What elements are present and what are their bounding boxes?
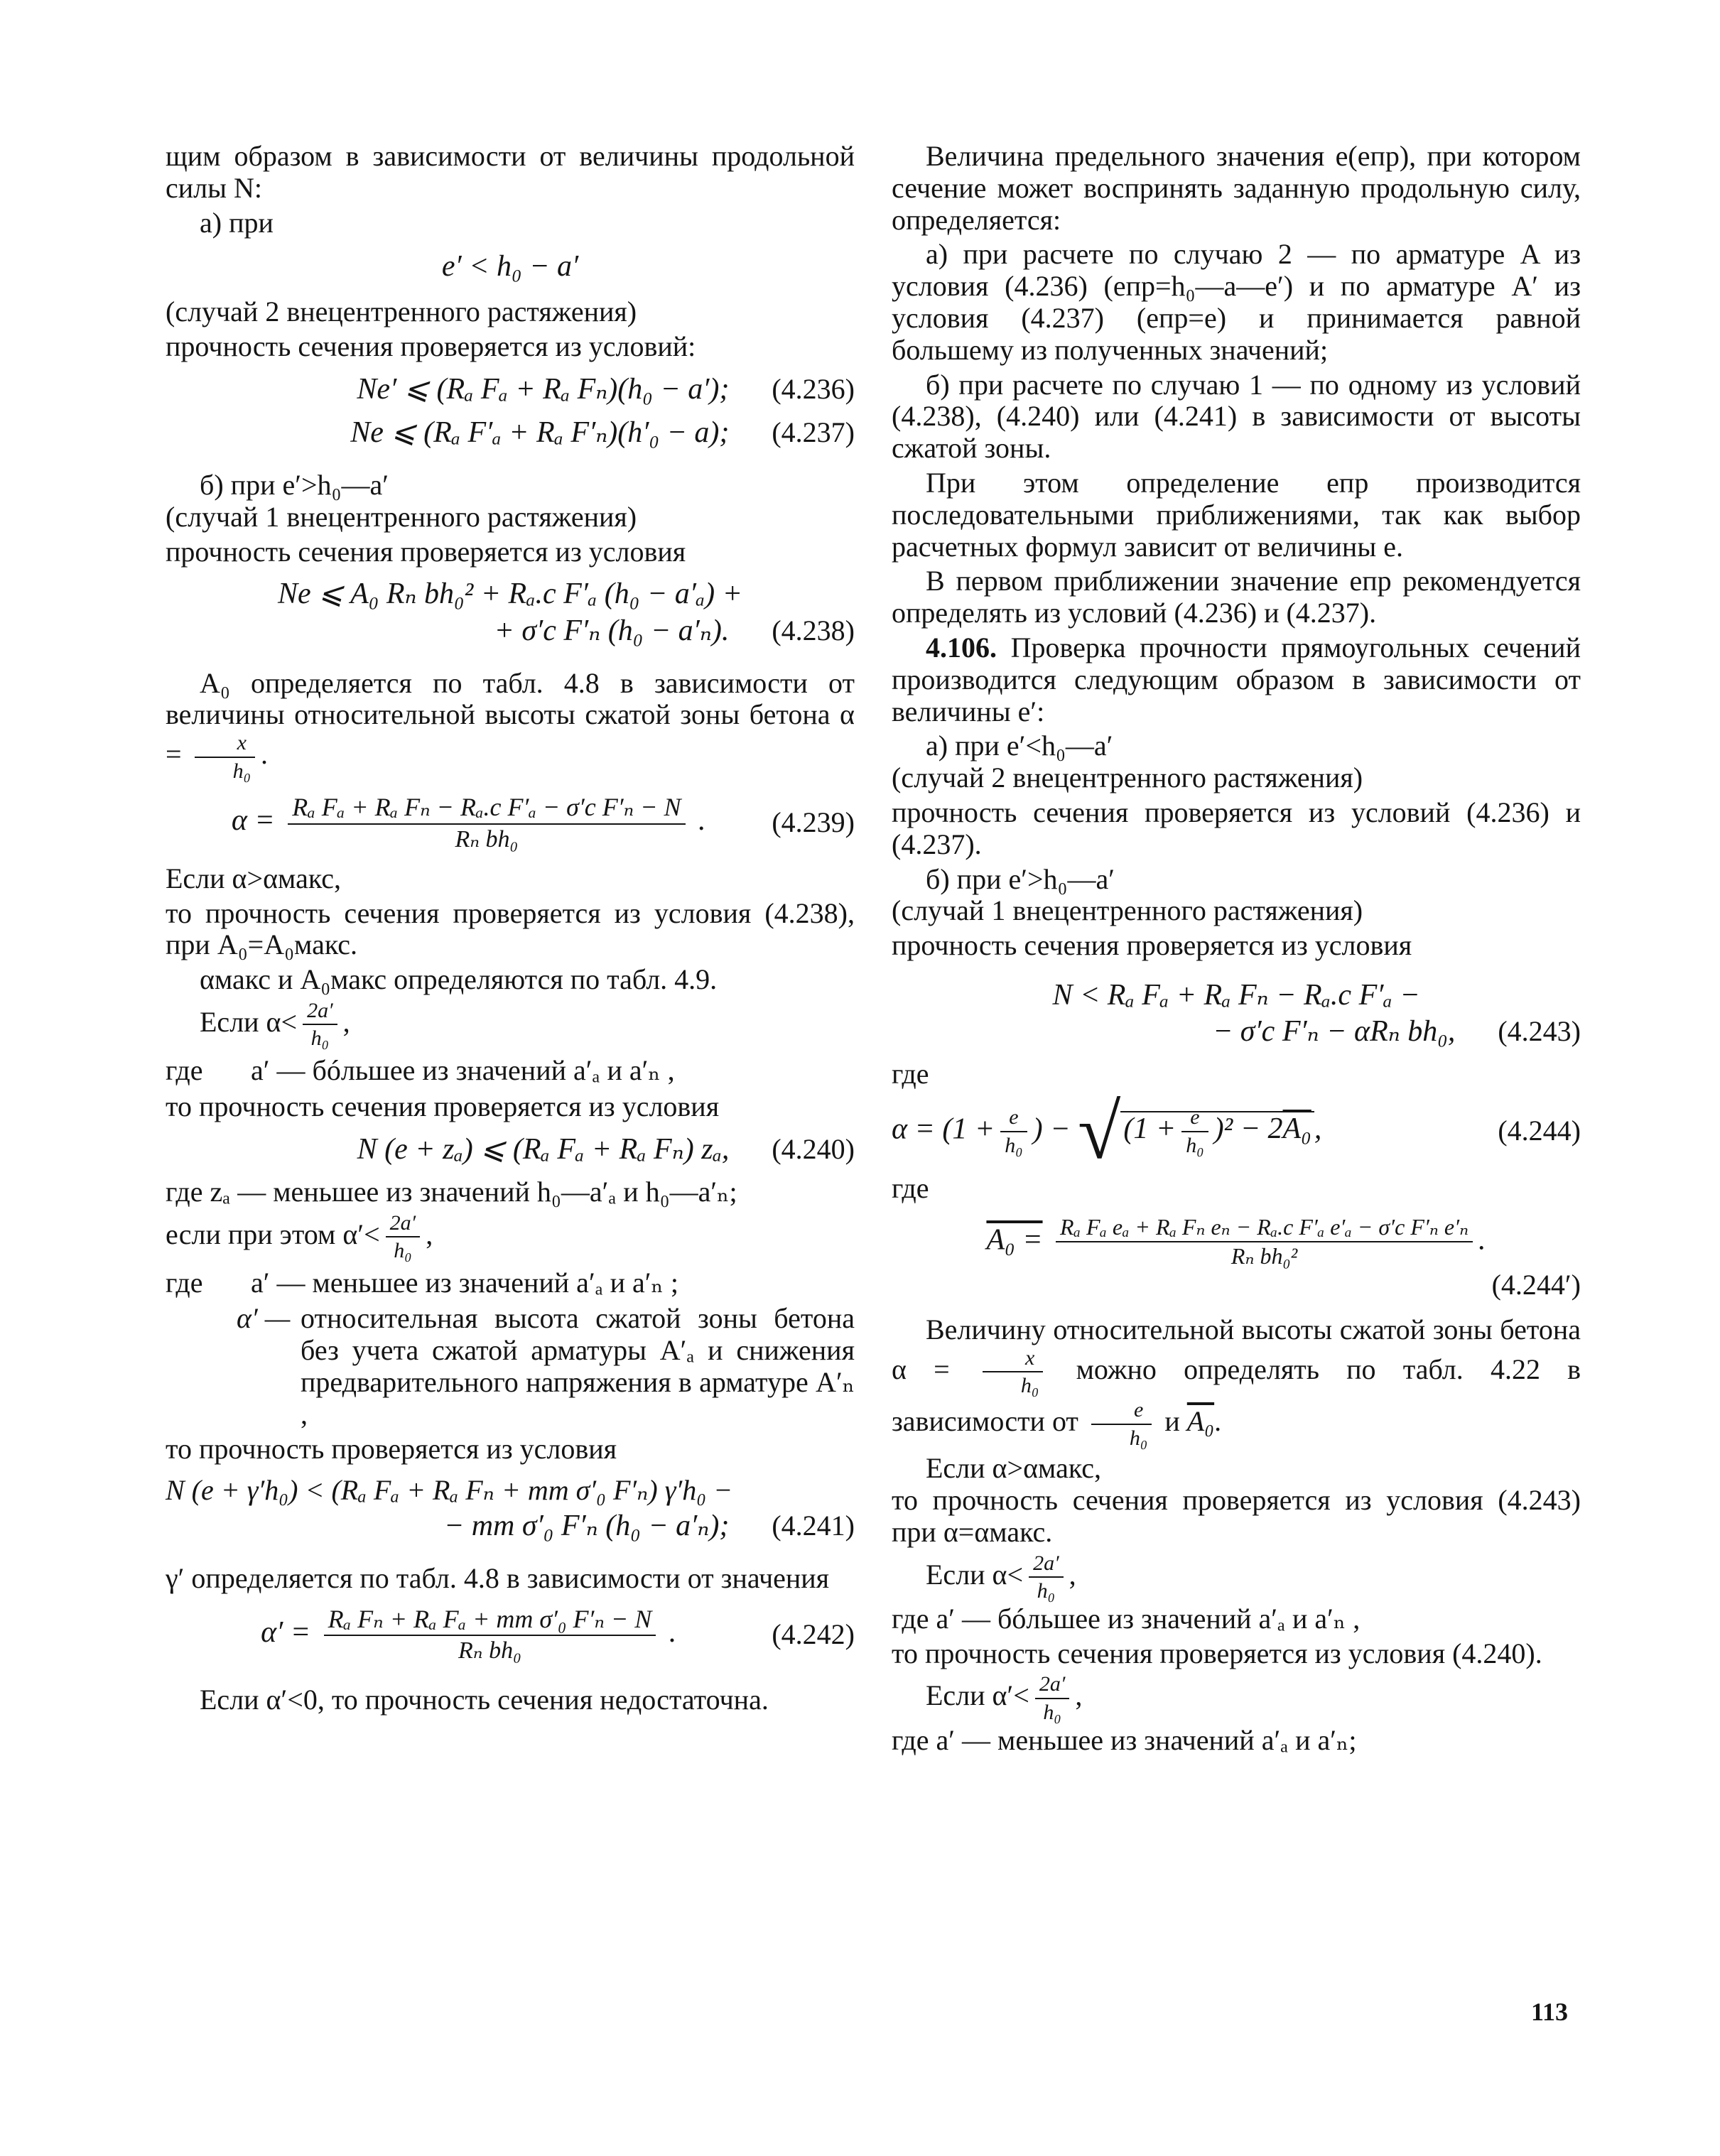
formula-4-241-expr1: N (e + γ′h₀) < (Rₐ Fₐ + Rₐ Fₙ + mт σ′₀ F′ₙ) γ′h₀ − [166, 1474, 733, 1507]
section-4-106-number: 4.106. [926, 631, 997, 663]
gamma-determination: γ′ определяется по табл. 4.8 в зависимости от значения [166, 1562, 830, 1595]
formula-4-238-line2 [166, 614, 855, 648]
formula-4-244p-fraction [1056, 1215, 1473, 1270]
formula-4-239-fraction [288, 793, 685, 852]
formula-4-244p-denominator: Rₙ bh₀² [1230, 1243, 1298, 1269]
section-4-106-text: Проверка прочности прямоугольных сечений производится следующим образом в зависимости от величины e′: [892, 631, 1581, 727]
formula-4-243-expr2: − σ′с F′ₙ − αRₙ bh₀, [1212, 1014, 1456, 1048]
paragraph-approximation: При этом определение eпр производится последовательными приближениями, так как выбор расчетных формул зависит от величины e. [892, 466, 1581, 563]
paragraph-A0: A₀ определяется по табл. 4.8 в зависимости от величины относительной высоты сжатой зоны бетона α = $\frac{x}{\text{h₀}}$ . [166, 666, 855, 783]
right-case1-note: (случай 1 внецентренного растяжения) [892, 894, 1363, 927]
formula-4-239: α = $\frac{\text{Rₐ Fₐ + Rₐ Fₙ − Rₐ.с F′ₐ − σ′с F′ₙ − N}}{\text{Rₙ bh₀}}$ . (4.239) [231, 793, 855, 852]
formula-4-236-expr: Ne′ ⩽ (Rₐ Fₐ + Rₐ Fₙ)(h₀ − a′); [357, 373, 730, 406]
formula-4-238-line1 [166, 578, 855, 611]
case-a-label: а) при [200, 206, 274, 239]
formula-4-238-number: (4.238) [772, 614, 855, 646]
where-a-larger: где a′ — бóльшее из значений a′ₐ и a′ₙ , [166, 1054, 675, 1087]
formula-4-244-number: (4.244) [1498, 1115, 1581, 1147]
section-4-106 [892, 632, 1581, 727]
alpha-max-determination: αмакс и A₀макс определяются по табл. 4.9. [200, 963, 718, 996]
formula-4-244p-number: (4.244′) [1491, 1269, 1581, 1301]
formula-4-242-fraction [324, 1605, 656, 1664]
right-if-alpha-prime-less: Если α′< $\frac{2a'}{\text{h₀}}$ , [926, 1672, 1083, 1724]
if-alpha-less: Если α< $\frac{2a'}{\text{h₀}}$ , [200, 998, 350, 1051]
formula-4-242-lhs: α′ = [261, 1615, 311, 1649]
formula-4-240-expr: N (e + zₐ) ⩽ (Rₐ Fₐ + Rₐ Fₙ) zₐ, [357, 1132, 730, 1166]
formula-4-241-line2 [166, 1510, 855, 1543]
alpha-prime-definition: α′ — относительная высота сжатой зоны бетона без учета сжатой арматуры A′ₐ и снижения предварительного напряжения в арматуре A′ₙ , [237, 1302, 855, 1430]
left-column [166, 141, 855, 1719]
right-check-b: прочность сечения проверяется из условия [892, 929, 1412, 962]
formula-4-238-expr1: Ne ⩽ A₀ Rₙ bh₀² + Rₐ.с F′ₐ (h₀ − a′ₐ) + [278, 578, 742, 611]
right-if-alpha-max: Если α>αмакс, [926, 1452, 1102, 1485]
formula-4-238-expr2: + σ′с F′ₙ (h₀ − a′ₙ). [494, 614, 730, 647]
where-label-1: где [892, 1057, 929, 1090]
where-label-2: где [892, 1171, 929, 1204]
item-b-case1: б) при расчете по случаю 1 — по одному из условий (4.238), (4.240) или (4.241) в зависимости от высоты сжатой зоны. [892, 368, 1581, 465]
paragraph-intro: щим образом в зависимости от величины продольной силы N: [166, 140, 855, 204]
formula-4-241-line1 [166, 1475, 855, 1507]
formula-4-240-number: (4.240) [772, 1132, 855, 1165]
formula-4-244p-lhs: A₀ = [986, 1223, 1043, 1257]
formula-4-243-expr1: N < Rₐ Fₐ + Rₐ Fₙ − Rₐ.с F′ₐ − [1052, 978, 1420, 1012]
formula-4-237 [166, 416, 855, 450]
then-strength: то прочность проверяется из условия [166, 1432, 617, 1465]
formula-4-241-number: (4.241) [772, 1510, 855, 1542]
formula-4-240 [166, 1133, 855, 1166]
formula-4-243-line1 [892, 979, 1581, 1012]
if-alpha-max: Если α>αмакс, [166, 862, 342, 894]
right-case-b-label: б) при e′>h₀—a′ [926, 862, 1115, 895]
item-a-case2: а) при расчете по случаю 2 — по арматуре A из условия (4.236) (eпр=h₀—a—e′) и по арматуре A′ из условия (4.237) (eпр=e) и принимается равной большему из полученных значений; [892, 238, 1581, 366]
right-case-a-label: а) при e′<h₀—a′ [926, 730, 1113, 762]
formula-4-239-number: (4.239) [772, 806, 855, 839]
formula-4-244p-numerator: Rₐ Fₐ eₐ + Rₐ Fₙ eₙ − Rₐ.с F′ₐ e′ₐ − σ′с F′ₙ e′ₙ [1056, 1215, 1473, 1243]
formula-4-236 [166, 373, 855, 406]
fraction-x-h0: $\frac{x}{\text{h₀}}$ [195, 731, 255, 783]
formula-4-242-numerator: Rₐ Fₙ + Rₐ Fₐ + mт σ′₀ F′ₙ − N [324, 1605, 656, 1636]
if-alpha-prime: если при этом α′< $\frac{2a'}{\text{h₀}}$ , [166, 1210, 433, 1263]
right-column [892, 141, 1581, 1759]
right-then-4240: то прочность сечения проверяется из условия (4.240). [892, 1637, 1542, 1669]
paragraph-alpha-table: Величину относительной высоты сжатой зоны бетона α = $\frac{x}{\text{h₀}}$ можно определять по табл. 4.22 в зависимости от $\frac{e}{\text{h₀}}$ и A₀. [892, 1313, 1581, 1450]
formula-4-244-prime: A₀ = $\frac{\text{Rₐ Fₐ eₐ + Rₐ Fₙ eₙ − Rₐ.с F′ₐ e′ₐ − σ′с F′ₙ e′ₙ}}{\text{Rₙ bh₀²}}$ . [986, 1213, 1486, 1269]
right-case2-note: (случай 2 внецентренного растяжения) [892, 762, 1363, 794]
insufficient-strength: Если α′<0, то прочность сечения недостаточна. [200, 1684, 769, 1716]
case1-note: (случай 1 внецентренного растяжения) [166, 500, 637, 533]
page-number: 113 [1531, 1998, 1569, 2026]
fraction-e-h0: $\frac{e}{\text{h₀}}$ [1000, 1105, 1027, 1157]
right-a-larger: где a′ — бóльшее из значений a′ₐ и a′ₙ , [892, 1602, 1361, 1635]
where-a-smaller: где a′ — меньшее из значений a′ₐ и a′ₙ ; [166, 1266, 678, 1299]
case2-note: (случай 2 внецентренного растяжения) [166, 296, 637, 328]
fraction-2a-h0: $\frac{2a'}{\text{h₀}}$ [303, 999, 337, 1051]
right-if-alpha-less: Если α< $\frac{2a'}{\text{h₀}}$ , [926, 1551, 1076, 1603]
formula-4-241-expr2: − mт σ′₀ F′ₙ (h₀ − a′ₙ); [443, 1510, 730, 1543]
formula-4-243-line2 [892, 1015, 1581, 1049]
then-condition-4240: то прочность сечения проверяется из условия [166, 1090, 720, 1122]
paragraph-A0-text: A₀ определяется по табл. 4.8 в зависимости от величины относительной высоты сжатой зоны бетона α = [166, 666, 855, 770]
formula-4-244: α = (1 + $\frac{e}{\text{h₀}}$ ) − √(1 + $\frac{e}{\text{h₀}}$ )² − 2A₀, (4.244) [892, 1088, 1581, 1175]
za-definition: где zₐ — меньшее из значений h₀—a′ₐ и h₀—a′ₙ; [166, 1175, 737, 1208]
formula-4-237-number: (4.237) [772, 416, 855, 449]
formula-4-239-lhs: α = [231, 804, 275, 838]
right-check-a: прочность сечения проверяется из условий (4.236) и (4.237). [892, 796, 1581, 860]
formula-4-239-numerator: Rₐ Fₐ + Rₐ Fₙ − Rₐ.с F′ₐ − σ′с F′ₙ − N [288, 793, 685, 824]
check-condition: прочность сечения проверяется из условия [166, 535, 686, 568]
right-a-smaller: где a′ — меньшее из значений a′ₐ и a′ₙ; [892, 1723, 1357, 1756]
formula-4-242: α′ = $\frac{\text{Rₐ Fₙ + Rₐ Fₐ + mт σ′₀ F′ₙ − N}}{\text{Rₙ bh₀}}$ . (4.242) [261, 1605, 855, 1664]
condition-a: e′ < h₀ − a′ [441, 250, 579, 283]
paragraph-first-approx: В первом приближении значение eпр рекомендуется определять из условий (4.236) и (4.237). [892, 565, 1581, 629]
paragraph-limit-value: Величина предельного значения e(eпр), при котором сечение может воспринять заданную продольную силу, определяется: [892, 140, 1581, 236]
check-conditions: прочность сечения проверяется из условий: [166, 330, 696, 363]
fraction-2a-h0-2: $\frac{2a'}{\text{h₀}}$ [386, 1211, 421, 1263]
case-b-label: б) при e′>h₀—a′ [200, 469, 389, 502]
then-4238: то прочность сечения проверяется из условия (4.238), при A₀=A₀макс. [166, 896, 855, 961]
formula-4-237-expr: Ne ⩽ (Rₐ F′ₐ + Rₐ F′ₙ)(h′₀ − a); [350, 416, 730, 450]
formula-4-236-number: (4.236) [772, 373, 855, 406]
sqrt-sign: √ [1077, 1088, 1121, 1175]
right-then-4243: то прочность сечения проверяется из условия (4.243) при α=αмакс. [892, 1484, 1581, 1548]
sqrt-radicand: (1 + $\frac{e}{\text{h₀}}$ )² − 2A₀ [1120, 1111, 1314, 1145]
formula-4-242-denominator: Rₙ bh₀ [458, 1637, 521, 1664]
formula-4-243-number: (4.243) [1498, 1015, 1581, 1048]
formula-4-242-number: (4.242) [772, 1618, 855, 1650]
formula-4-239-denominator: Rₙ bh₀ [455, 825, 519, 852]
